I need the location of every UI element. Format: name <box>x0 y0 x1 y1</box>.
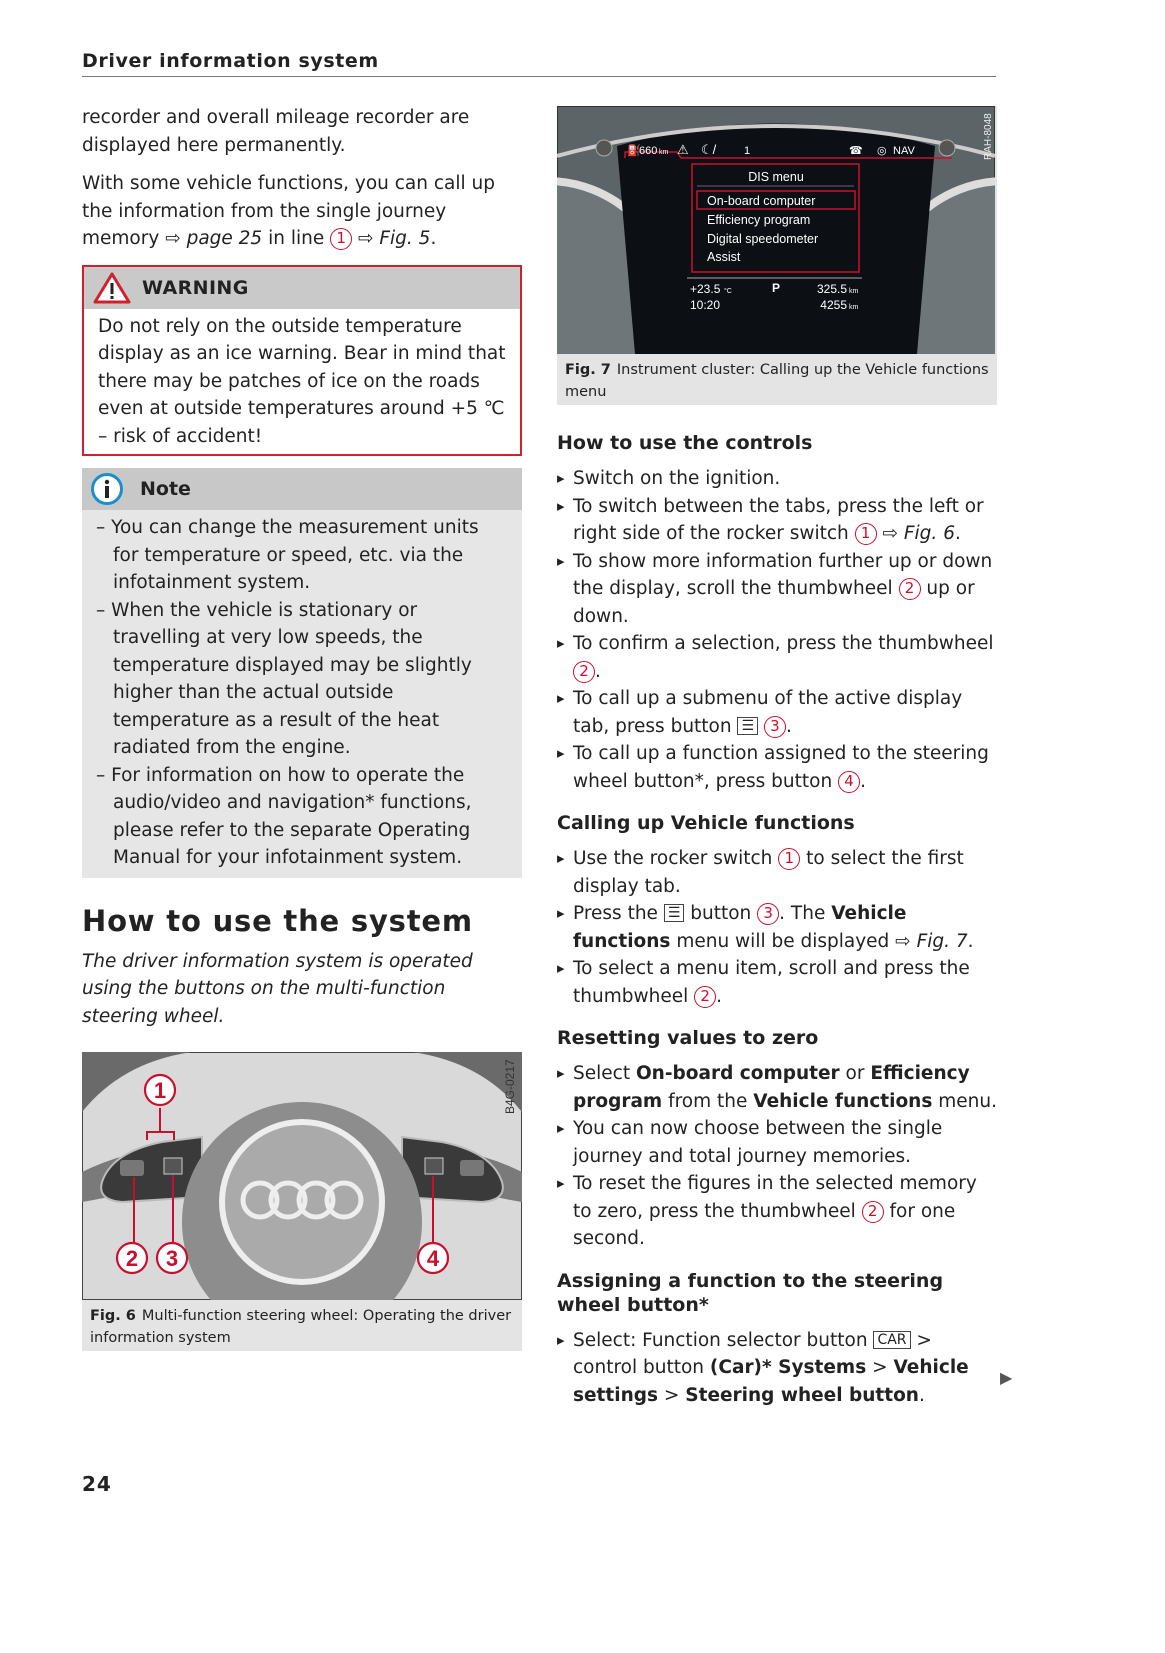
instruction-step <box>557 1170 997 1253</box>
text-run: . <box>954 523 961 544</box>
text-run: . The <box>779 903 832 924</box>
total-unit: km <box>849 304 859 311</box>
text-run: Efficiency program <box>573 1063 970 1112</box>
text-run: Vehicle functions <box>573 903 907 952</box>
lights-tab-icon: ☾/ <box>701 142 717 157</box>
figure-7 <box>557 106 997 405</box>
text-run: To confirm a selection, press the thumbwheel <box>573 633 994 654</box>
journey-memory-paragraph <box>82 170 522 253</box>
steering-wheel-button <box>425 1158 443 1174</box>
instruction-step <box>557 740 997 795</box>
figure-code: RAH-8048 <box>983 113 994 160</box>
warning-title: WARNING <box>142 276 249 299</box>
text-run: . <box>595 660 601 682</box>
total-distance: 4255 <box>820 298 847 312</box>
text-run: in line <box>262 228 331 249</box>
callout-number: 1 <box>778 848 800 870</box>
menu-button <box>164 1158 182 1174</box>
text-run: recorder and overall mileage recorder are displayed here permanently. <box>82 107 470 156</box>
figure-code: B4G-0217 <box>503 1059 517 1114</box>
instruction-step <box>557 630 997 685</box>
continue-arrow-icon: ▶ <box>1000 1368 1013 1387</box>
text-run: Vehicle functions <box>753 1090 933 1112</box>
steering-wheel-illustration <box>82 1052 522 1300</box>
note-item: – When the vehicle is stationary or travelling at very low speeds, the temperature displayed may be slightly higher than the actual outside temperature as a result of the heat radiated from the engine. <box>96 599 472 758</box>
callout-2: 2 <box>125 1246 139 1271</box>
figure-label: Fig. 6 <box>90 1308 136 1324</box>
running-header: Driver information system <box>82 50 996 77</box>
text-run: To switch between the tabs, press the left or right side of the rocker switch <box>573 495 984 544</box>
text-run: To call up a function assigned to the steering wheel button*, press button <box>573 743 989 792</box>
figure-label: Fig. 7 <box>565 362 611 378</box>
note-item: – You can change the measurement units for temperature or speed, etc. via the infotainment system. <box>96 517 479 593</box>
fuel-icon: ⛽ <box>627 145 641 157</box>
figure-6 <box>82 1052 522 1351</box>
text-run: > <box>866 1357 894 1378</box>
callout-number: 2 <box>694 986 716 1008</box>
intro-paragraph <box>82 104 522 159</box>
subsection-heading: Calling up Vehicle functions <box>557 812 855 834</box>
instrument-cluster-illustration <box>557 106 995 354</box>
text-run: Press the <box>573 903 664 924</box>
note-box <box>82 468 522 878</box>
instruction-list <box>557 1060 997 1253</box>
text-run: ⇨ <box>352 228 380 249</box>
text-run: Fig. 6 <box>903 523 955 544</box>
text-run: On-board computer <box>635 1063 840 1084</box>
callout-number: 1 <box>330 228 352 250</box>
instruction-step <box>557 465 997 493</box>
outside-temperature: +23.5 <box>690 282 721 296</box>
text-run: page 25 <box>186 228 263 249</box>
text-run: . <box>716 985 722 1007</box>
text-run: or <box>839 1063 871 1084</box>
figure-caption: Instrument cluster: Calling up the Vehicle functions menu <box>565 362 989 400</box>
thumbwheel-left <box>120 1160 144 1176</box>
trip-unit: km <box>849 288 859 295</box>
gear-indicator: P <box>772 281 781 295</box>
callout-number: 2 <box>573 661 595 683</box>
text-run: To show more information further up or down the display, scroll the thumbwheel <box>573 550 993 599</box>
note-title: Note <box>140 478 191 500</box>
figure-caption: Multi-function steering wheel: Operating the driver information system <box>90 1308 512 1346</box>
info-icon <box>90 472 124 506</box>
thumbwheel-right <box>460 1160 484 1176</box>
warning-tab-icon: ⚠ <box>677 142 689 157</box>
instruction-step <box>557 1327 997 1410</box>
page-number: 24 <box>82 1472 112 1496</box>
text-run: To reset the figures in the selected memory to zero, press the thumbwheel <box>573 1173 977 1222</box>
text-run: To select a menu item, scroll and press the thumbwheel <box>573 958 970 1007</box>
trip-distance: 325.5 <box>816 282 847 296</box>
text-run: Steering wheel button <box>685 1384 919 1406</box>
warning-text: Do not rely on the outside temperature display as an ice warning. Bear in mind that there may be patches of ice on the roads even at outside temperatures around +5 ℃ – risk of accident! <box>98 315 506 447</box>
button-symbol: ☰ <box>664 904 685 922</box>
button-symbol: CAR <box>873 1331 910 1349</box>
text-run: > control button <box>573 1329 932 1378</box>
range-value: 660 <box>639 145 658 157</box>
instruction-list <box>557 845 997 1010</box>
text-run: from the <box>662 1090 754 1112</box>
menu-item: Efficiency program <box>707 213 811 227</box>
menu-item: Digital speedometer <box>707 232 819 246</box>
instruction-step <box>557 548 997 631</box>
radio-station: 1 <box>744 145 751 157</box>
section-lead: The driver information system is operated using the buttons on the multi-function steering wheel. <box>82 950 473 1027</box>
text-run: to select the first display tab. <box>573 848 964 897</box>
instruction-step <box>557 955 997 1010</box>
left-column <box>82 104 522 1351</box>
clock: 10:20 <box>690 298 721 312</box>
range-unit: km <box>659 149 669 156</box>
subsection-heading: Assigning a function to the steering wheel button* <box>557 1269 944 1316</box>
text-run: ⇨ <box>165 228 187 249</box>
callout-number: 1 <box>855 523 877 545</box>
callout-number: 4 <box>838 771 860 793</box>
text-run: Use the rocker switch <box>573 848 779 869</box>
text-run: for one second. <box>573 1200 956 1249</box>
section-title: How to use the system <box>82 903 473 938</box>
text-run: > <box>658 1384 686 1406</box>
warning-box <box>82 265 522 457</box>
instruction-step <box>557 1115 997 1170</box>
text-run: To call up a submenu of the active display tab, press button <box>573 688 963 737</box>
nav-icon: ◎ <box>877 145 887 157</box>
text-run: Select <box>573 1063 636 1084</box>
text-run: Switch on the ignition. <box>573 468 781 489</box>
text-run: Vehicle settings <box>573 1357 969 1406</box>
subsection-heading: Resetting values to zero <box>557 1027 819 1049</box>
instruction-step <box>557 685 997 740</box>
text-run: . <box>860 770 866 792</box>
text-run: You can now choose between the single journey and total journey memories. <box>573 1118 943 1167</box>
text-run: . <box>967 930 974 952</box>
instruction-step <box>557 493 997 548</box>
menu-item: Assist <box>707 250 741 264</box>
phone-icon: ☎ <box>849 145 863 157</box>
callout-3: 3 <box>165 1246 179 1271</box>
text-run: up or down. <box>573 578 975 627</box>
dis-menu-title: DIS menu <box>748 170 804 184</box>
text-run: Select: Function selector button <box>573 1329 874 1351</box>
instruction-step <box>557 845 997 900</box>
text-run: button <box>684 903 758 924</box>
subsection-heading: How to use the controls <box>557 432 813 454</box>
instruction-list <box>557 465 997 795</box>
instruction-sections <box>557 431 997 1409</box>
instruction-list <box>557 1327 997 1410</box>
callout-number: 3 <box>757 903 779 925</box>
text-run: ⇨ <box>876 523 904 544</box>
warning-triangle-icon <box>92 271 132 305</box>
button-symbol: ☰ <box>737 717 758 735</box>
text-run: With some vehicle functions, you can call up the information from the single journey memory <box>82 173 495 249</box>
nav-tab: NAV <box>893 145 915 157</box>
callout-number: 2 <box>862 1201 884 1223</box>
right-column <box>557 104 997 1409</box>
temperature-unit: °C <box>724 288 732 295</box>
callout-4: 4 <box>426 1246 440 1271</box>
text-run: Fig. 7 <box>916 930 968 952</box>
text-run: . <box>785 715 792 737</box>
callout-number: 3 <box>764 716 786 738</box>
text-run: (Car)* Systems <box>709 1357 867 1378</box>
text-run: menu. <box>932 1090 997 1112</box>
text-run: Fig. 5 <box>379 228 431 249</box>
menu-item: On-board computer <box>707 194 816 208</box>
callout-1: 1 <box>153 1078 167 1103</box>
instruction-step <box>557 1060 997 1115</box>
text-run: . <box>430 228 437 249</box>
callout-number: 2 <box>899 578 921 600</box>
text-run: . <box>918 1384 925 1406</box>
instruction-step <box>557 900 997 955</box>
note-item: – For information on how to operate the audio/video and navigation* functions, please refer to the separate Operating Manual for your infotainment system. <box>96 764 472 868</box>
text-run: menu will be displayed ⇨ <box>670 930 917 952</box>
